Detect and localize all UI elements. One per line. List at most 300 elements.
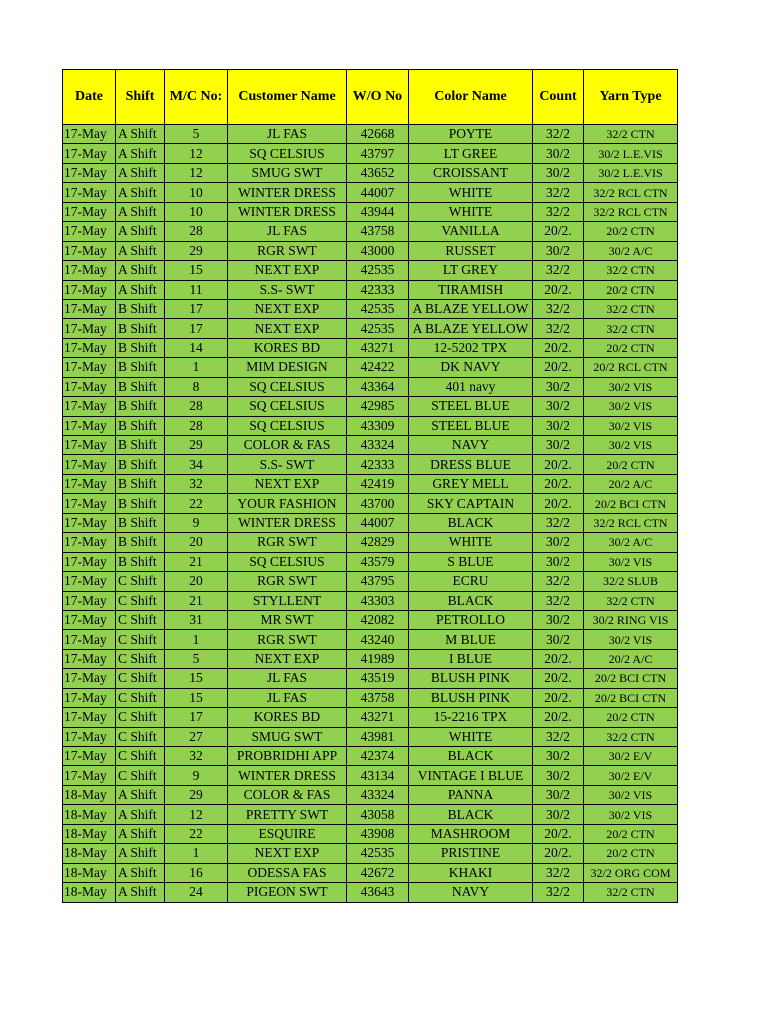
cell-shift: A Shift: [116, 144, 165, 163]
table-row: [63, 591, 678, 610]
cell-yarn: 30/2 VIS: [584, 630, 678, 649]
cell-date: 18-May: [63, 863, 116, 882]
cell-customer-name: KORES BD: [228, 338, 347, 357]
table-header: [63, 70, 678, 125]
cell-date: 17-May: [63, 299, 116, 318]
cell-yarn: 20/2 RCL CTN: [584, 358, 678, 377]
cell-color-name: WHITE: [409, 533, 533, 552]
cell-date: 17-May: [63, 474, 116, 493]
cell-color-name: A BLAZE YELLOW: [409, 299, 533, 318]
cell-mc-no: 34: [165, 455, 228, 474]
cell-customer-name: SQ CELSIUS: [228, 416, 347, 435]
cell-shift: B Shift: [116, 416, 165, 435]
cell-yarn: 30/2 VIS: [584, 397, 678, 416]
header-color-name: Color Name: [409, 70, 533, 125]
cell-shift: A Shift: [116, 261, 165, 280]
cell-yarn: 32/2 CTN: [584, 319, 678, 338]
cell-color-name: TIRAMISH: [409, 280, 533, 299]
table-row: [63, 377, 678, 396]
cell-shift: C Shift: [116, 630, 165, 649]
cell-yarn: 30/2 VIS: [584, 552, 678, 571]
table-row: [63, 202, 678, 221]
cell-color-name: NAVY: [409, 436, 533, 455]
cell-wo-no: 43758: [347, 688, 409, 707]
cell-color-name: DK NAVY: [409, 358, 533, 377]
cell-shift: B Shift: [116, 436, 165, 455]
cell-shift: A Shift: [116, 785, 165, 804]
cell-mc-no: 1: [165, 630, 228, 649]
cell-yarn: 20/2 CTN: [584, 338, 678, 357]
cell-date: 17-May: [63, 630, 116, 649]
cell-shift: B Shift: [116, 358, 165, 377]
cell-shift: B Shift: [116, 494, 165, 513]
cell-count: 20/2.: [533, 669, 584, 688]
cell-mc-no: 24: [165, 883, 228, 902]
cell-shift: A Shift: [116, 183, 165, 202]
cell-customer-name: NEXT EXP: [228, 299, 347, 318]
table-row: [63, 144, 678, 163]
cell-color-name: BLACK: [409, 591, 533, 610]
cell-mc-no: 15: [165, 669, 228, 688]
cell-shift: A Shift: [116, 163, 165, 182]
cell-customer-name: WINTER DRESS: [228, 183, 347, 202]
cell-date: 17-May: [63, 202, 116, 221]
cell-color-name: GREY MELL: [409, 474, 533, 493]
cell-yarn: 32/2 CTN: [584, 727, 678, 746]
cell-shift: C Shift: [116, 766, 165, 785]
cell-customer-name: SQ CELSIUS: [228, 377, 347, 396]
table-row: [63, 513, 678, 532]
cell-wo-no: 42535: [347, 299, 409, 318]
cell-date: 17-May: [63, 533, 116, 552]
cell-color-name: NAVY: [409, 883, 533, 902]
cell-mc-no: 29: [165, 241, 228, 260]
cell-customer-name: PIGEON SWT: [228, 883, 347, 902]
cell-color-name: 12-5202 TPX: [409, 338, 533, 357]
cell-mc-no: 5: [165, 649, 228, 668]
cell-customer-name: NEXT EXP: [228, 319, 347, 338]
cell-mc-no: 12: [165, 144, 228, 163]
cell-color-name: STEEL BLUE: [409, 397, 533, 416]
header-count: Count: [533, 70, 584, 125]
cell-mc-no: 9: [165, 513, 228, 532]
cell-wo-no: 43240: [347, 630, 409, 649]
cell-yarn: 20/2 BCI CTN: [584, 494, 678, 513]
cell-wo-no: 43364: [347, 377, 409, 396]
cell-date: 17-May: [63, 766, 116, 785]
cell-shift: C Shift: [116, 572, 165, 591]
cell-yarn: 30/2 RING VIS: [584, 610, 678, 629]
cell-shift: C Shift: [116, 610, 165, 629]
cell-shift: A Shift: [116, 805, 165, 824]
cell-color-name: LT GREY: [409, 261, 533, 280]
cell-yarn: 32/2 CTN: [584, 591, 678, 610]
cell-wo-no: 42535: [347, 844, 409, 863]
cell-shift: A Shift: [116, 241, 165, 260]
cell-count: 30/2: [533, 805, 584, 824]
cell-shift: B Shift: [116, 397, 165, 416]
cell-mc-no: 9: [165, 766, 228, 785]
cell-count: 30/2: [533, 610, 584, 629]
cell-date: 17-May: [63, 416, 116, 435]
cell-color-name: 401 navy: [409, 377, 533, 396]
cell-mc-no: 1: [165, 358, 228, 377]
cell-yarn: 20/2 BCI CTN: [584, 669, 678, 688]
cell-customer-name: RGR SWT: [228, 630, 347, 649]
cell-mc-no: 17: [165, 319, 228, 338]
cell-yarn: 30/2 VIS: [584, 785, 678, 804]
cell-color-name: BLUSH PINK: [409, 688, 533, 707]
cell-shift: A Shift: [116, 883, 165, 902]
cell-mc-no: 8: [165, 377, 228, 396]
cell-shift: B Shift: [116, 338, 165, 357]
cell-shift: A Shift: [116, 125, 165, 144]
cell-customer-name: COLOR & FAS: [228, 436, 347, 455]
cell-yarn: 32/2 CTN: [584, 261, 678, 280]
cell-customer-name: SMUG SWT: [228, 727, 347, 746]
cell-customer-name: SMUG SWT: [228, 163, 347, 182]
cell-yarn: 32/2 CTN: [584, 299, 678, 318]
cell-wo-no: 43579: [347, 552, 409, 571]
cell-customer-name: JL FAS: [228, 669, 347, 688]
cell-count: 32/2: [533, 125, 584, 144]
cell-yarn: 30/2 L.E.VIS: [584, 163, 678, 182]
cell-date: 17-May: [63, 513, 116, 532]
cell-color-name: STEEL BLUE: [409, 416, 533, 435]
cell-wo-no: 43324: [347, 785, 409, 804]
cell-yarn: 30/2 E/V: [584, 766, 678, 785]
table-row: [63, 455, 678, 474]
cell-mc-no: 31: [165, 610, 228, 629]
cell-yarn: 32/2 RCL CTN: [584, 513, 678, 532]
cell-mc-no: 32: [165, 474, 228, 493]
cell-count: 30/2: [533, 397, 584, 416]
cell-customer-name: NEXT EXP: [228, 844, 347, 863]
cell-color-name: WHITE: [409, 183, 533, 202]
table-row: [63, 261, 678, 280]
cell-customer-name: SQ CELSIUS: [228, 397, 347, 416]
cell-mc-no: 11: [165, 280, 228, 299]
cell-wo-no: 43908: [347, 824, 409, 843]
production-table: [62, 69, 678, 903]
cell-mc-no: 1: [165, 844, 228, 863]
cell-color-name: VANILLA: [409, 222, 533, 241]
cell-wo-no: 43797: [347, 144, 409, 163]
cell-mc-no: 12: [165, 163, 228, 182]
cell-yarn: 30/2 A/C: [584, 241, 678, 260]
cell-wo-no: 43134: [347, 766, 409, 785]
cell-customer-name: COLOR & FAS: [228, 785, 347, 804]
cell-wo-no: 42082: [347, 610, 409, 629]
cell-mc-no: 27: [165, 727, 228, 746]
cell-wo-no: 42419: [347, 474, 409, 493]
cell-date: 17-May: [63, 708, 116, 727]
header-shift: Shift: [116, 70, 165, 125]
cell-yarn: 32/2 CTN: [584, 125, 678, 144]
cell-customer-name: NEXT EXP: [228, 474, 347, 493]
cell-color-name: M BLUE: [409, 630, 533, 649]
cell-wo-no: 43758: [347, 222, 409, 241]
cell-yarn: 20/2 CTN: [584, 824, 678, 843]
cell-count: 30/2: [533, 377, 584, 396]
cell-customer-name: ODESSA FAS: [228, 863, 347, 882]
cell-date: 17-May: [63, 436, 116, 455]
cell-count: 30/2: [533, 766, 584, 785]
cell-date: 17-May: [63, 241, 116, 260]
cell-customer-name: JL FAS: [228, 222, 347, 241]
cell-shift: B Shift: [116, 299, 165, 318]
cell-shift: C Shift: [116, 708, 165, 727]
cell-shift: C Shift: [116, 591, 165, 610]
cell-count: 20/2.: [533, 844, 584, 863]
table-row: [63, 125, 678, 144]
cell-mc-no: 29: [165, 785, 228, 804]
cell-yarn: 20/2 CTN: [584, 280, 678, 299]
table-row: [63, 552, 678, 571]
cell-color-name: CROISSANT: [409, 163, 533, 182]
table-row: [63, 358, 678, 377]
cell-mc-no: 10: [165, 183, 228, 202]
cell-shift: C Shift: [116, 747, 165, 766]
cell-yarn: 20/2 CTN: [584, 708, 678, 727]
cell-count: 32/2: [533, 591, 584, 610]
cell-wo-no: 44007: [347, 513, 409, 532]
cell-date: 18-May: [63, 883, 116, 902]
cell-wo-no: 42668: [347, 125, 409, 144]
cell-wo-no: 43700: [347, 494, 409, 513]
cell-yarn: 32/2 RCL CTN: [584, 202, 678, 221]
cell-color-name: 15-2216 TPX: [409, 708, 533, 727]
table-row: [63, 280, 678, 299]
cell-shift: B Shift: [116, 474, 165, 493]
cell-date: 17-May: [63, 377, 116, 396]
cell-mc-no: 12: [165, 805, 228, 824]
cell-shift: B Shift: [116, 377, 165, 396]
cell-wo-no: 42672: [347, 863, 409, 882]
cell-count: 32/2: [533, 727, 584, 746]
cell-shift: C Shift: [116, 669, 165, 688]
cell-yarn: 20/2 CTN: [584, 844, 678, 863]
cell-wo-no: 43652: [347, 163, 409, 182]
cell-shift: B Shift: [116, 513, 165, 532]
table-row: [63, 863, 678, 882]
cell-wo-no: 43058: [347, 805, 409, 824]
cell-customer-name: RGR SWT: [228, 241, 347, 260]
cell-color-name: BLACK: [409, 805, 533, 824]
header-mc-no: M/C No:: [165, 70, 228, 125]
cell-wo-no: 43981: [347, 727, 409, 746]
cell-shift: A Shift: [116, 844, 165, 863]
cell-wo-no: 42422: [347, 358, 409, 377]
cell-count: 32/2: [533, 319, 584, 338]
cell-wo-no: 42333: [347, 455, 409, 474]
cell-yarn: 20/2 A/C: [584, 649, 678, 668]
cell-yarn: 30/2 L.E.VIS: [584, 144, 678, 163]
cell-mc-no: 14: [165, 338, 228, 357]
cell-shift: A Shift: [116, 202, 165, 221]
table-row: [63, 805, 678, 824]
cell-shift: A Shift: [116, 863, 165, 882]
cell-color-name: RUSSET: [409, 241, 533, 260]
cell-shift: C Shift: [116, 649, 165, 668]
table-row: [63, 338, 678, 357]
cell-yarn: 32/2 SLUB: [584, 572, 678, 591]
cell-date: 18-May: [63, 824, 116, 843]
cell-date: 17-May: [63, 144, 116, 163]
table-row: [63, 824, 678, 843]
table-row: [63, 630, 678, 649]
cell-color-name: DRESS BLUE: [409, 455, 533, 474]
cell-color-name: ECRU: [409, 572, 533, 591]
cell-count: 30/2: [533, 533, 584, 552]
cell-customer-name: S.S- SWT: [228, 455, 347, 474]
cell-color-name: I BLUE: [409, 649, 533, 668]
header-wo-no: W/O No: [347, 70, 409, 125]
cell-date: 17-May: [63, 397, 116, 416]
cell-date: 17-May: [63, 183, 116, 202]
cell-wo-no: 43000: [347, 241, 409, 260]
cell-count: 32/2: [533, 883, 584, 902]
cell-date: 17-May: [63, 727, 116, 746]
table-row: [63, 766, 678, 785]
cell-date: 17-May: [63, 338, 116, 357]
cell-wo-no: 43309: [347, 416, 409, 435]
cell-date: 18-May: [63, 805, 116, 824]
cell-mc-no: 15: [165, 688, 228, 707]
table-row: [63, 883, 678, 902]
cell-color-name: KHAKI: [409, 863, 533, 882]
cell-customer-name: NEXT EXP: [228, 261, 347, 280]
cell-mc-no: 28: [165, 222, 228, 241]
table-row: [63, 436, 678, 455]
cell-color-name: PETROLLO: [409, 610, 533, 629]
table-row: [63, 708, 678, 727]
table-row: [63, 494, 678, 513]
cell-date: 17-May: [63, 591, 116, 610]
cell-count: 32/2: [533, 863, 584, 882]
cell-color-name: LT GREE: [409, 144, 533, 163]
cell-yarn: 20/2 A/C: [584, 474, 678, 493]
cell-color-name: PANNA: [409, 785, 533, 804]
cell-yarn: 32/2 RCL CTN: [584, 183, 678, 202]
header-date: Date: [63, 70, 116, 125]
cell-customer-name: SQ CELSIUS: [228, 552, 347, 571]
cell-count: 20/2.: [533, 494, 584, 513]
cell-count: 20/2.: [533, 708, 584, 727]
cell-mc-no: 15: [165, 261, 228, 280]
cell-customer-name: PRETTY SWT: [228, 805, 347, 824]
cell-date: 17-May: [63, 552, 116, 571]
cell-mc-no: 16: [165, 863, 228, 882]
cell-count: 20/2.: [533, 688, 584, 707]
cell-color-name: MASHROOM: [409, 824, 533, 843]
cell-mc-no: 29: [165, 436, 228, 455]
cell-customer-name: ESQUIRE: [228, 824, 347, 843]
cell-mc-no: 28: [165, 416, 228, 435]
cell-mc-no: 17: [165, 299, 228, 318]
table-row: [63, 163, 678, 182]
cell-mc-no: 5: [165, 125, 228, 144]
cell-count: 32/2: [533, 299, 584, 318]
cell-mc-no: 21: [165, 552, 228, 571]
table-row: [63, 747, 678, 766]
cell-customer-name: RGR SWT: [228, 533, 347, 552]
cell-wo-no: 42535: [347, 319, 409, 338]
table-row: [63, 572, 678, 591]
table-row: [63, 610, 678, 629]
cell-date: 17-May: [63, 261, 116, 280]
cell-color-name: POYTE: [409, 125, 533, 144]
table-row: [63, 785, 678, 804]
cell-customer-name: SQ CELSIUS: [228, 144, 347, 163]
cell-customer-name: S.S- SWT: [228, 280, 347, 299]
cell-count: 30/2: [533, 747, 584, 766]
cell-yarn: 20/2 BCI CTN: [584, 688, 678, 707]
cell-wo-no: 43303: [347, 591, 409, 610]
cell-mc-no: 21: [165, 591, 228, 610]
cell-count: 32/2: [533, 572, 584, 591]
cell-wo-no: 42829: [347, 533, 409, 552]
cell-color-name: VINTAGE I BLUE: [409, 766, 533, 785]
cell-mc-no: 20: [165, 572, 228, 591]
cell-shift: A Shift: [116, 824, 165, 843]
cell-date: 17-May: [63, 747, 116, 766]
cell-customer-name: RGR SWT: [228, 572, 347, 591]
table-row: [63, 222, 678, 241]
cell-shift: A Shift: [116, 280, 165, 299]
table-row: [63, 183, 678, 202]
cell-wo-no: 43795: [347, 572, 409, 591]
table-body: [63, 125, 678, 903]
table-row: [63, 727, 678, 746]
cell-color-name: WHITE: [409, 727, 533, 746]
cell-date: 17-May: [63, 125, 116, 144]
cell-count: 20/2.: [533, 824, 584, 843]
cell-customer-name: STYLLENT: [228, 591, 347, 610]
cell-date: 17-May: [63, 572, 116, 591]
cell-wo-no: 42333: [347, 280, 409, 299]
cell-date: 17-May: [63, 319, 116, 338]
cell-count: 30/2: [533, 630, 584, 649]
table-row: [63, 649, 678, 668]
cell-date: 17-May: [63, 649, 116, 668]
cell-yarn: 30/2 E/V: [584, 747, 678, 766]
cell-wo-no: 43643: [347, 883, 409, 902]
cell-date: 17-May: [63, 669, 116, 688]
table-row: [63, 397, 678, 416]
cell-color-name: S BLUE: [409, 552, 533, 571]
cell-count: 20/2.: [533, 222, 584, 241]
cell-count: 30/2: [533, 144, 584, 163]
cell-mc-no: 10: [165, 202, 228, 221]
cell-color-name: BLUSH PINK: [409, 669, 533, 688]
cell-count: 30/2: [533, 436, 584, 455]
cell-yarn: 20/2 CTN: [584, 455, 678, 474]
cell-count: 20/2.: [533, 455, 584, 474]
cell-count: 30/2: [533, 552, 584, 571]
cell-date: 17-May: [63, 222, 116, 241]
cell-count: 32/2: [533, 202, 584, 221]
cell-mc-no: 22: [165, 494, 228, 513]
cell-count: 20/2.: [533, 280, 584, 299]
header-customer-name: Customer Name: [228, 70, 347, 125]
cell-shift: B Shift: [116, 319, 165, 338]
cell-customer-name: WINTER DRESS: [228, 513, 347, 532]
cell-yarn: 30/2 A/C: [584, 533, 678, 552]
cell-yarn: 30/2 VIS: [584, 377, 678, 396]
cell-customer-name: MR SWT: [228, 610, 347, 629]
cell-shift: B Shift: [116, 552, 165, 571]
